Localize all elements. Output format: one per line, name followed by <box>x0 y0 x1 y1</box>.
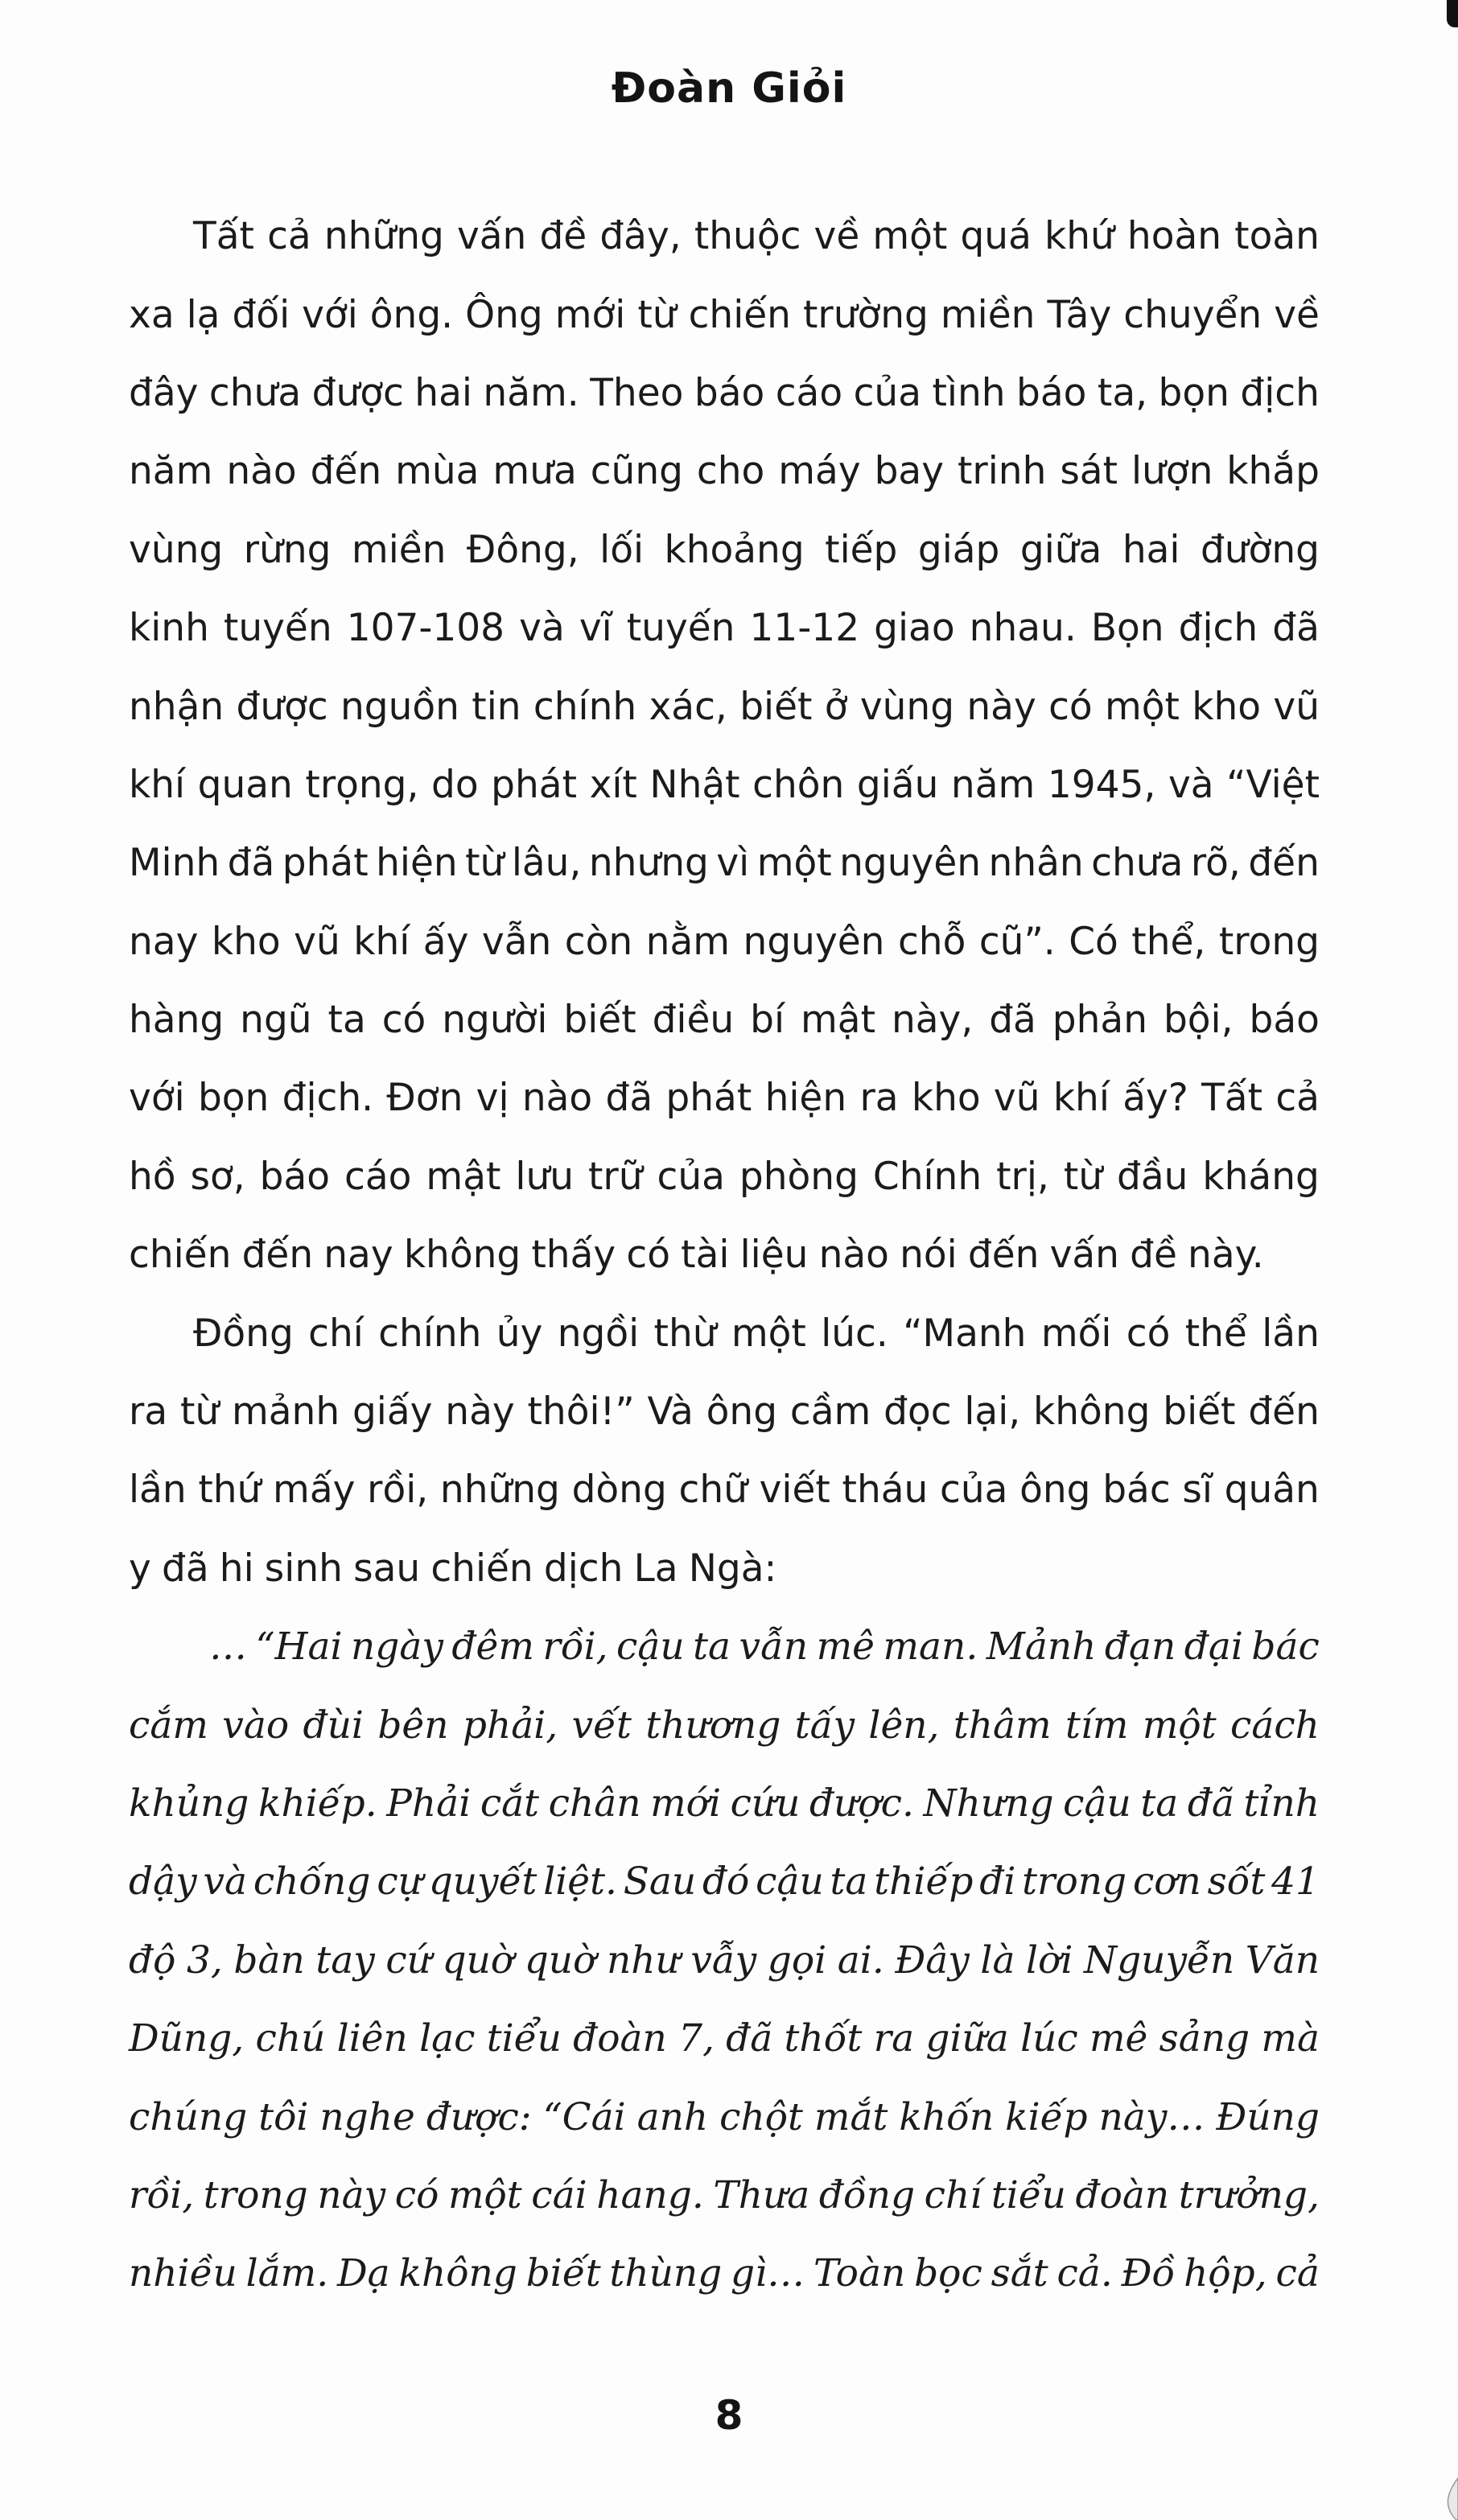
text-line-italic: độ 3, bàn tay cứ quờ quờ như vẫy gọi ai. Đây là lời Nguyễn Văn <box>129 1937 1320 1983</box>
text-line: hồ sơ, báo cáo mật lưu trữ của phòng Chính trị, từ đầu kháng <box>129 1154 1320 1199</box>
page-edge-mark <box>1447 0 1458 27</box>
text-line: chiến đến nay không thấy có tài liệu nào nói đến vấn đề này. <box>129 1233 1264 1278</box>
text-line: vùng rừng miền Đông, lối khoảng tiếp giáp giữa hai đường <box>129 527 1320 572</box>
page-body-text <box>129 197 1320 2313</box>
text-line: hàng ngũ ta có người biết điều bí mật này, đã phản bội, báo <box>129 998 1320 1043</box>
text-line-italic: nhiều lắm. Dạ không biết thùng gì… Toàn bọc sắt cả. Đồ hộp, cả <box>129 2251 1320 2296</box>
text-line: Đồng chí chính ủy ngồi thừ một lúc. “Manh mối có thể lần <box>193 1311 1320 1356</box>
running-head-author: Đoàn Giỏi <box>611 64 847 113</box>
text-line: năm nào đến mùa mưa cũng cho máy bay trinh sát lượn khắp <box>129 449 1320 494</box>
text-line: khí quan trọng, do phát xít Nhật chôn giấu năm 1945, và “Việt <box>129 762 1320 807</box>
text-line: lần thứ mấy rồi, những dòng chữ viết tháu của ông bác sĩ quân <box>129 1468 1320 1513</box>
text-line: nay kho vũ khí ấy vẫn còn nằm nguyên chỗ cũ”. Có thể, trong <box>129 919 1320 964</box>
text-line: ra từ mảnh giấy này thôi!” Và ông cầm đọc lại, không biết đến <box>129 1390 1320 1435</box>
text-line-italic: cắm vào đùi bên phải, vết thương tấy lên, thâm tím một cách <box>129 1703 1320 1748</box>
text-line: với bọn địch. Đơn vị nào đã phát hiện ra kho vũ khí ấy? Tất cả <box>129 1076 1320 1121</box>
text-line: nhận được nguồn tin chính xác, biết ở vùng này có một kho vũ <box>129 684 1320 729</box>
text-line-italic: dậy và chống cự quyết liệt. Sau đó cậu ta thiếp đi trong cơn sốt 41 <box>129 1859 1320 1904</box>
text-line: kinh tuyến 107-108 và vĩ tuyến 11-12 giao nhau. Bọn địch đã <box>129 606 1320 651</box>
text-line: xa lạ đối với ông. Ông mới từ chiến trường miền Tây chuyển về <box>129 292 1320 337</box>
page-corner-curl <box>1410 2456 1458 2520</box>
text-line-italic: rồi, trong này có một cái hang. Thưa đồng chí tiểu đoàn trưởng, <box>129 2172 1320 2217</box>
text-line-italic: … “Hai ngày đêm rồi, cậu ta vẫn mê man. Mảnh đạn đại bác <box>209 1624 1320 1670</box>
text-line: đây chưa được hai năm. Theo báo cáo của tình báo ta, bọn địch <box>129 370 1320 415</box>
text-line-italic: Dũng, chú liên lạc tiểu đoàn 7, đã thốt ra giữa lúc mê sảng mà <box>129 2016 1320 2061</box>
text-line-italic: chúng tôi nghe được: “Cái anh chột mắt khốn kiếp này… Đúng <box>129 2094 1320 2139</box>
text-line-italic: khủng khiếp. Phải cắt chân mới cứu được. Nhưng cậu ta đã tỉnh <box>129 1781 1320 1826</box>
text-line: Tất cả những vấn đề đây, thuộc về một quá khứ hoàn toàn <box>193 214 1320 259</box>
text-line: Minh đã phát hiện từ lâu, nhưng vì một nguyên nhân chưa rõ, đến <box>129 841 1320 886</box>
text-line: y đã hi sinh sau chiến dịch La Ngà: <box>129 1546 777 1591</box>
page-number: 8 <box>715 2392 743 2439</box>
